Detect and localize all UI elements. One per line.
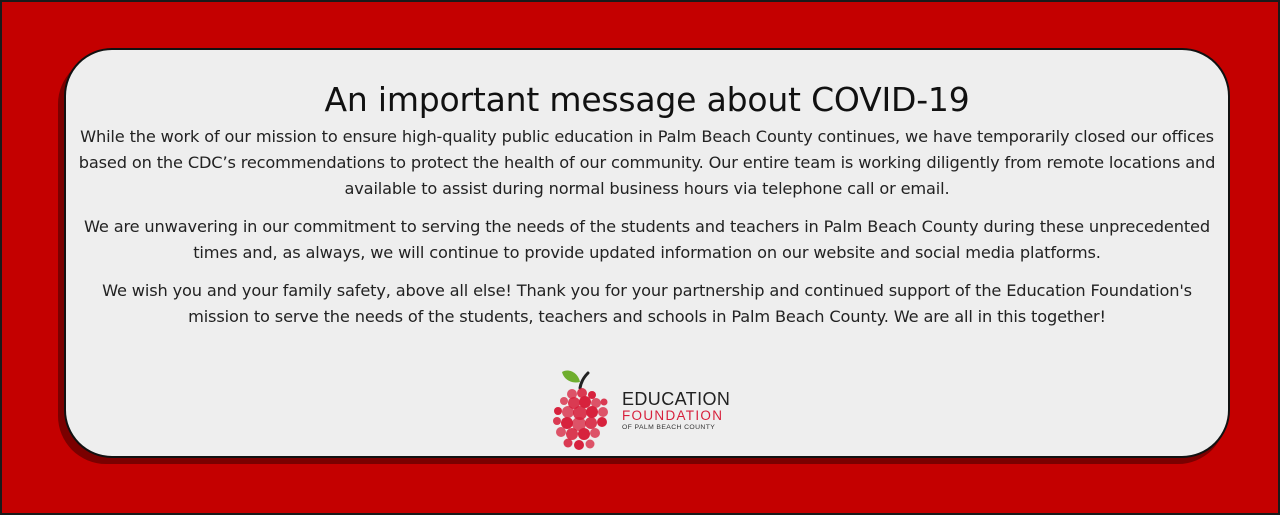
logo-line-county: OF PALM BEACH COUNTY xyxy=(622,424,716,431)
foundation-logo xyxy=(542,366,752,452)
message-paragraph-3: We wish you and your family safety, above all else! Thank you for your partnership and continued support of the Education Foundation's mission to serve the needs of the students, teachers and schools in Palm Beach County. We are all in this together! xyxy=(102,281,1192,326)
logo-line-education: EDUCATION xyxy=(622,389,731,409)
message-paragraph-1: While the work of our mission to ensure high-quality public education in Palm Beach County continues, we have temporarily closed our offices based on the CDC’s recommendations to protect the health of our community. Our entire team is working diligently from remote locations and available to assist during normal business hours via telephone call or email. xyxy=(78,127,1216,198)
page-title: An important message about COVID-19 xyxy=(324,80,970,119)
message-paragraph-2: We are unwavering in our commitment to serving the needs of the students and teachers in Palm Beach County during these unprecedented times and, as always, we will continue to provide updated information on our website and social media platforms. xyxy=(84,217,1210,262)
logo-line-foundation: FOUNDATION xyxy=(622,408,724,423)
message-card xyxy=(64,48,1230,458)
apple-dots-icon xyxy=(542,366,618,452)
